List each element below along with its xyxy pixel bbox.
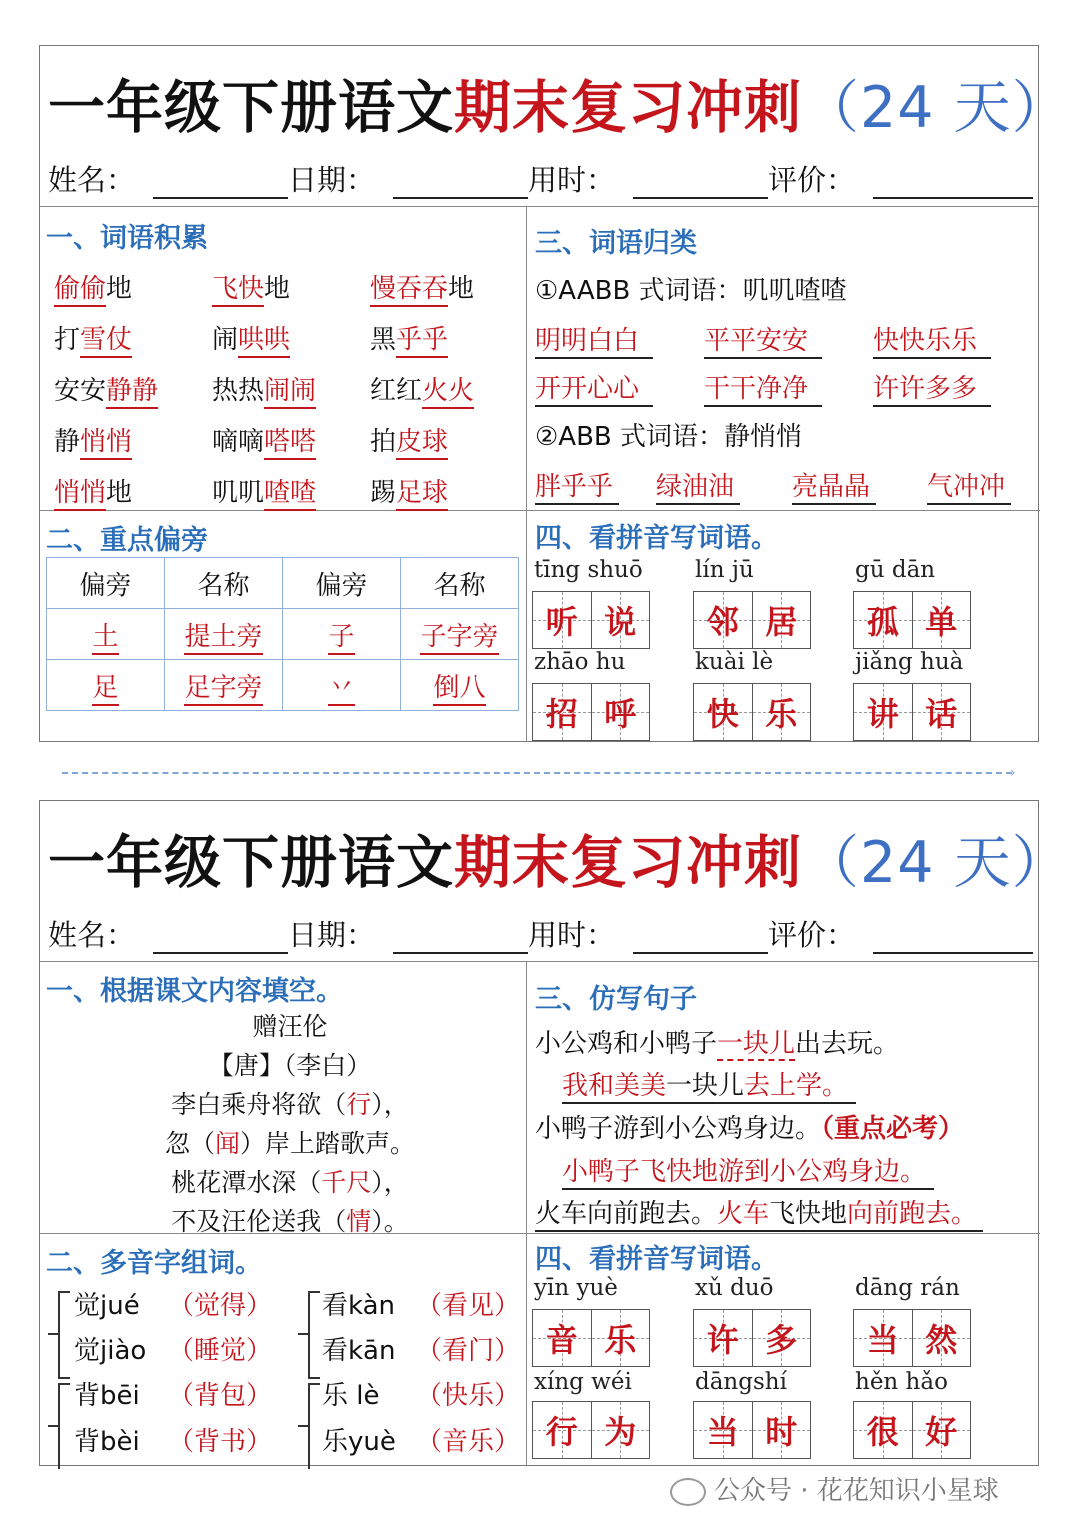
section-title-fill-blank: 一、根据课文内容填空。 [46,976,343,1007]
section-title-radicals: 二、重点偏旁 [46,525,208,556]
word-prompt: 叽叽 [212,478,265,508]
polyphone-item [74,1285,272,1322]
polyphone-word: 快乐 [442,1381,495,1411]
pinyin-label: dāng rán [855,1275,960,1301]
table-row [47,609,519,660]
aabb-word: 平平安安 [704,326,822,359]
time-field[interactable]: 用时： [528,158,768,199]
word-prompt: 拍 [370,427,397,457]
aabb-word: 快快乐乐 [873,326,991,359]
grid-cell [694,1402,752,1458]
grid-character: 快 [706,695,739,733]
grid-cell [591,592,650,648]
word-prompt: 黑 [370,325,397,355]
word-prompt: 热热 [212,376,265,406]
bracket-icon [298,1333,308,1335]
polyphone-char: 乐 lè [322,1381,380,1411]
word-prompt: 嘀嘀 [212,427,265,457]
bracket-icon [298,1425,308,1427]
grid-character: 好 [925,1413,958,1451]
title-review: 期末复习冲刺 [454,75,802,141]
character-grid [532,683,650,741]
word-item [54,421,132,458]
table-cell: 土 [92,622,118,655]
grid-character: 孤 [866,603,899,641]
pinyin-label: yīn yuè [534,1275,618,1301]
grid-cell [591,1310,650,1366]
grid-cell [694,592,752,648]
bracket-icon [308,1383,320,1469]
grid-character: 说 [604,603,637,641]
grid-character: 当 [706,1413,739,1451]
column-divider [526,207,527,741]
abb-word: 亮晶晶 [792,472,876,505]
bracket-icon [58,1291,70,1379]
word-item [54,319,132,356]
polyphone-word: 背书 [194,1427,247,1457]
table-header-row [47,558,519,609]
word-answer: 嗒嗒 [264,427,316,460]
grid-character: 然 [925,1321,958,1359]
paren-open: （ [168,1336,195,1366]
grid-cell [854,592,912,648]
character-grid [853,591,971,649]
paren-open: （ [168,1427,195,1457]
grid-character: 乐 [765,695,798,733]
word-item [212,319,290,356]
word-answer: 喳喳 [264,478,316,511]
character-grid [853,1309,971,1367]
table-cell: 倒八 [433,673,485,706]
section-divider [527,1233,1040,1234]
time-field[interactable]: 用时： [528,913,768,954]
word-answer: 闹闹 [264,376,316,409]
grid-cell [591,1402,650,1458]
aabb-word: 明明白白 [535,326,653,359]
word-prompt: 地 [106,274,133,304]
worksheet-1 [39,45,1070,742]
character-grid [853,683,971,741]
dashed-divider [62,772,1012,774]
table-cell: 子 [328,622,354,655]
word-answer: 火火 [422,376,474,409]
word-prompt: 地 [264,274,291,304]
word-answer: 慢吞吞 [370,274,448,307]
word-answer: 雪仗 [80,325,132,358]
grid-cell [912,1310,971,1366]
section-title-pinyin: 四、看拼音写词语。 [535,1244,778,1275]
grid-cell [533,684,591,740]
word-item [54,472,132,509]
polyphone-word: 看见 [442,1291,495,1321]
grid-character: 许 [706,1321,739,1359]
word-prompt: 红红 [370,376,423,406]
aabb-word: 干干净净 [704,374,822,407]
paren-close: ） [246,1427,273,1457]
paren-open: （ [416,1291,443,1321]
word-prompt: 踢 [370,478,397,508]
table-header: 名称 [165,558,283,609]
grid-cell [912,592,971,648]
info-line [48,913,1033,954]
polyphone-word: 睡觉 [194,1336,247,1366]
worksheet-2 [39,800,1070,1466]
word-item [54,268,132,305]
bracket-icon [308,1291,320,1379]
section-title-imitate-sentences: 三、仿写句子 [535,984,697,1015]
grid-character: 讲 [866,695,899,733]
table-cell: 足 [92,673,118,706]
word-answer: 皮球 [396,427,448,460]
word-answer: 悄悄 [80,427,132,460]
table-header: 偏旁 [283,558,401,609]
pinyin-label: jiǎng huà [855,649,964,675]
polyphone-item [322,1421,520,1458]
grid-character: 为 [604,1413,637,1451]
paren-close: ） [246,1336,273,1366]
paren-close: ） [494,1381,521,1411]
grid-character: 招 [545,695,578,733]
example-sentence: 小鸭子游到小公鸡身边。（重点必考） [535,1114,965,1144]
character-grid [693,591,811,649]
section-divider [527,510,1040,511]
grid-cell [752,592,811,648]
table-header: 名称 [401,558,519,609]
pinyin-label: kuài lè [695,649,774,675]
paren-open: （ [168,1291,195,1321]
word-answer: 飞快 [212,274,264,307]
paren-close: ） [494,1291,521,1321]
grid-character: 居 [765,603,798,641]
word-answer: 静静 [106,376,158,409]
grid-cell [591,684,650,740]
wechat-icon [670,1478,706,1506]
polyphone-char: 看kān [322,1336,396,1366]
polyphone-item [322,1330,520,1367]
grid-character: 多 [765,1321,798,1359]
word-prompt: 打 [54,325,81,355]
poem-line: 忽（闻）岸上踏歌声。 [164,1129,416,1158]
polyphone-item [74,1375,272,1412]
answer-sentence: 我和美美一块儿去上学。 [562,1065,856,1104]
poem-author: 【唐】（李白） [208,1051,372,1080]
character-grid [532,591,650,649]
grid-cell [752,1402,811,1458]
name-field[interactable]: 姓名： [48,913,288,954]
abb-label: ②ABB 式词语：静悄悄 [535,422,803,452]
poem-line: 李白乘舟将欲（行）， [171,1090,409,1119]
grid-cell [533,1310,591,1366]
grid-cell [854,684,912,740]
word-answer: 哄哄 [238,325,290,358]
example-sentence: 火车向前跑去。火车飞快地向前跑去。 [535,1193,983,1232]
word-item [370,370,474,407]
paren-close: ） [494,1427,521,1457]
table-header: 偏旁 [47,558,165,609]
rating-field[interactable]: 评价： [768,913,1033,954]
grid-cell [533,1402,591,1458]
pinyin-label: hěn hǎo [855,1369,948,1395]
polyphone-char: 乐yuè [322,1427,396,1457]
grid-cell [912,1402,971,1458]
word-item [370,472,448,509]
title-grade: 一年级下册语文 [48,830,454,896]
watermark: 公众号 · 花花知识小星球 [670,1470,999,1507]
arrow-icon: › [1010,765,1016,781]
abb-word: 绿油油 [656,472,740,505]
grid-cell [533,592,591,648]
polyphone-item [322,1285,520,1322]
title-days: （24 天） [802,75,1070,141]
pinyin-label: lín jū [695,557,754,583]
worksheet-header [40,801,1070,962]
rating-field[interactable]: 评价： [768,158,1033,199]
section-title-polyphones: 二、多音字组词。 [46,1248,262,1279]
grid-character: 当 [866,1321,899,1359]
grid-character: 邻 [706,603,739,641]
worksheet-title [48,817,1070,899]
grid-character: 很 [866,1413,899,1451]
section-title-pinyin: 四、看拼音写词语。 [535,523,778,554]
word-item [370,319,448,356]
paren-open: （ [416,1427,443,1457]
abb-word: 胖乎乎 [535,472,619,505]
polyphone-char: 看kàn [322,1291,396,1321]
polyphone-char: 背bēi [74,1381,140,1411]
polyphone-word: 觉得 [194,1291,247,1321]
word-item [370,268,474,305]
polyphone-item [74,1330,272,1367]
pinyin-label: xíng wéi [534,1369,632,1395]
word-item [212,370,316,407]
bracket-icon [48,1333,58,1335]
grid-cell [854,1310,912,1366]
word-prompt: 闹 [212,325,239,355]
aabb-word: 开开心心 [535,374,653,407]
aabb-label: ①AABB 式词语：叽叽喳喳 [535,276,847,306]
grid-character: 乐 [604,1321,637,1359]
aabb-word: 许许多多 [873,374,991,407]
table-row [47,660,519,711]
grid-cell [752,1310,811,1366]
title-grade: 一年级下册语文 [48,75,454,141]
word-answer: 乎乎 [396,325,448,358]
word-answer: 悄悄 [54,478,106,511]
polyphone-item [74,1421,272,1458]
polyphone-char: 觉jué [74,1291,140,1321]
paren-close: ） [494,1336,521,1366]
paren-open: （ [416,1381,443,1411]
poem-line: 桃花潭水深（千尺）， [171,1168,409,1197]
paren-close: ） [246,1291,273,1321]
grid-character: 呼 [604,695,637,733]
polyphone-word: 看门 [442,1336,495,1366]
table-cell: 提土旁 [184,622,262,655]
poem-line: 不及汪伦送我（情）。 [171,1207,409,1236]
table-cell: 丷 [328,673,354,706]
table-cell: 足字旁 [184,673,262,706]
word-item [54,370,158,407]
polyphone-char: 背bèi [74,1427,140,1457]
radical-table [46,557,519,711]
grid-cell [854,1402,912,1458]
character-grid [693,683,811,741]
grid-cell [694,1310,752,1366]
character-grid [532,1309,650,1367]
pinyin-label: zhāo hu [534,649,626,675]
answer-sentence: 小鸭子飞快地游到小公鸡身边。 [562,1151,934,1190]
poem-title: 赠汪伦 [252,1012,328,1041]
character-grid [693,1401,811,1459]
table-cell: 子字旁 [420,622,498,655]
grid-cell [752,684,811,740]
word-prompt: 安安 [54,376,107,406]
grid-cell [912,684,971,740]
date-field[interactable]: 日期： [288,158,528,199]
pinyin-label: tīng shuō [534,557,643,583]
abb-word: 气冲冲 [927,472,1011,505]
word-answer: 偷偷 [54,274,106,307]
word-prompt: 静 [54,427,81,457]
pinyin-label: gū dān [855,557,936,583]
bracket-icon [58,1383,70,1469]
word-prompt: 地 [448,274,475,304]
word-item [370,421,448,458]
section-title-word-accumulation: 一、词语积累 [46,223,208,254]
paren-close: ） [246,1381,273,1411]
grid-character: 音 [545,1321,578,1359]
name-field[interactable]: 姓名： [48,158,288,199]
word-prompt: 地 [106,478,133,508]
paren-open: （ [168,1381,195,1411]
info-line [48,158,1033,199]
title-review: 期末复习冲刺 [454,830,802,896]
bracket-icon [48,1425,58,1427]
grid-cell [694,684,752,740]
polyphone-item [322,1375,520,1412]
word-answer: 足球 [396,478,448,511]
pinyin-label: xǔ duō [695,1275,774,1301]
polyphone-word: 音乐 [442,1427,495,1457]
word-item [212,421,316,458]
title-days: （24 天） [802,830,1070,896]
polyphone-char: 觉jiào [74,1336,147,1366]
character-grid [532,1401,650,1459]
grid-character: 话 [925,695,958,733]
character-grid [853,1401,971,1459]
grid-character: 行 [545,1413,578,1451]
section-title-word-classification: 三、词语归类 [535,228,697,259]
grid-character: 时 [765,1413,798,1451]
word-item [212,268,290,305]
date-field[interactable]: 日期： [288,913,528,954]
grid-character: 单 [925,603,958,641]
example-sentence: 小公鸡和小鸭子一块儿出去玩。 [535,1029,900,1059]
character-grid [693,1309,811,1367]
polyphone-word: 背包 [194,1381,247,1411]
paren-open: （ [416,1336,443,1366]
pinyin-label: dāngshí [695,1369,787,1395]
worksheet-header [40,46,1070,207]
worksheet-title [48,62,1070,144]
grid-character: 听 [545,603,578,641]
word-item [212,472,316,509]
